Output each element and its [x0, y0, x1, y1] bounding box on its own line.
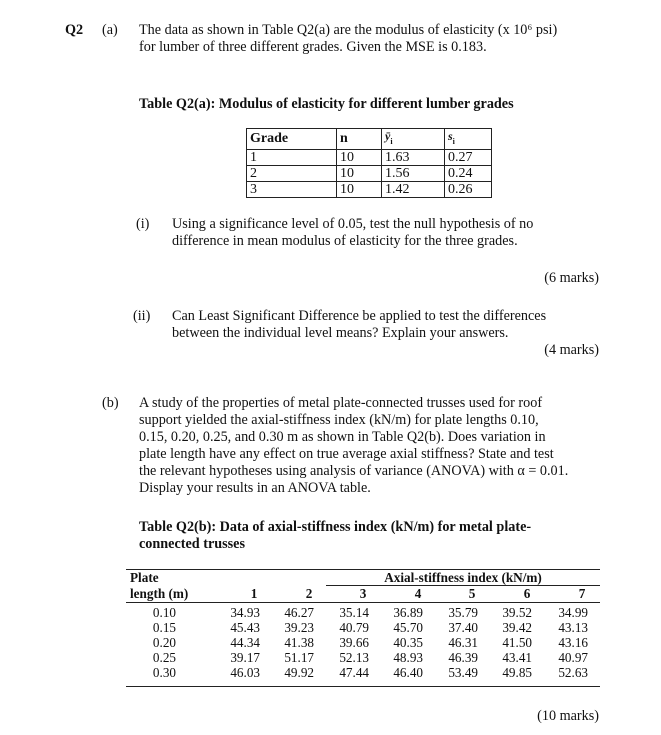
table-a-row — [247, 149, 492, 165]
table-b-value-cell: 47.44 — [339, 665, 369, 680]
table-b-value-cell: 49.92 — [284, 665, 314, 680]
table-b-value-cell: 43.13 — [558, 620, 588, 635]
table-a-cell: 1.63 — [382, 149, 445, 165]
table-b-row — [126, 635, 600, 650]
table-b-value-cell: 43.41 — [502, 650, 532, 665]
part-b-line5: the relevant hypotheses using analysis of variance (ANOVA) with α = 0.01. — [139, 463, 569, 479]
question-number: Q2 — [65, 22, 84, 38]
table-b-value-cell: 45.70 — [393, 620, 423, 635]
table-b-header-plate: Plate — [130, 570, 159, 585]
part-b-line6: Display your results in an ANOVA table. — [139, 480, 371, 496]
part-a-line1: The data as shown in Table Q2(a) are the modulus of elasticity (x 10⁶ psi) — [139, 22, 558, 38]
table-b-title-line2: connected trusses — [139, 536, 245, 552]
sub-ii-line1: Can Least Significant Difference be applied to test the differences — [172, 308, 547, 324]
table-b-row — [126, 665, 600, 680]
table-a-row — [247, 165, 492, 181]
table-b-length-cell: 0.30 — [152, 665, 176, 680]
table-b-header-group: Axial-stiffness index (kN/m) — [384, 570, 542, 585]
sub-i-label: (i) — [136, 216, 150, 232]
table-b-col-header: 1 — [250, 586, 258, 601]
table-a-header-sd-symbol: s — [448, 129, 453, 143]
table-b-value-cell: 39.66 — [339, 635, 369, 650]
table-a-header-mean — [382, 129, 445, 150]
table-b-header-rule — [126, 602, 600, 603]
table-b-value-cell: 46.03 — [230, 665, 260, 680]
part-b-line2: support yielded the axial-stiffness index (kN/m) for plate lengths 0.10, — [139, 412, 539, 428]
table-b-value-cell: 49.85 — [502, 665, 532, 680]
table-b-length-cell: 0.15 — [152, 620, 176, 635]
table-b-value-cell: 36.89 — [393, 605, 423, 620]
table-a-header-mean-sub: i — [390, 136, 393, 146]
table-b-value-cell: 40.97 — [558, 650, 588, 665]
table-b-value-cell: 52.13 — [339, 650, 369, 665]
table-a-header-n-text: n — [340, 131, 348, 147]
table-b-value-cell: 35.79 — [448, 605, 478, 620]
part-b-line3: 0.15, 0.20, 0.25, and 0.30 m as shown in Table Q2(b). Does variation in — [139, 429, 546, 445]
part-b-line1: A study of the properties of metal plate-connected trusses used for roof — [139, 395, 543, 411]
table-a-title: Table Q2(a): Modulus of elasticity for different lumber grades — [139, 96, 514, 112]
part-b-label: (b) — [102, 395, 119, 411]
table-b-title-line1: Table Q2(b): Data of axial-stiffness index (kN/m) for metal plate- — [139, 519, 532, 535]
sub-i-line1: Using a significance level of 0.05, test the null hypothesis of no — [172, 216, 534, 232]
part-a-label: (a) — [102, 22, 118, 38]
table-b-value-cell: 52.63 — [558, 665, 588, 680]
table-b-value-cell: 35.14 — [339, 605, 369, 620]
sub-i-line2: difference in mean modulus of elasticity for the three grades. — [172, 233, 518, 249]
table-b-value-cell: 40.79 — [339, 620, 369, 635]
table-a-cell: 0.27 — [445, 149, 492, 165]
part-b-marks: (10 marks) — [537, 708, 599, 724]
table-b-col-header: 3 — [359, 586, 367, 601]
table-a-cell: 10 — [337, 181, 382, 197]
table-a-cell: 2 — [247, 165, 337, 181]
table-a-cell: 10 — [337, 149, 382, 165]
table-b-value-cell: 41.50 — [502, 635, 532, 650]
table-b-bottom-rule — [126, 686, 600, 687]
table-b-header-length: length (m) — [130, 586, 189, 601]
table-a-header-grade: Grade — [247, 129, 337, 150]
table-b-value-cell: 39.42 — [502, 620, 532, 635]
part-b-line4: plate length have any effect on true average axial stiffness? State and test — [139, 446, 554, 462]
table-b-value-cell: 46.40 — [393, 665, 423, 680]
table-b-value-cell: 51.17 — [284, 650, 314, 665]
part-a-line2: for lumber of three different grades. Given the MSE is 0.183. — [139, 39, 487, 55]
table-b-header-row-2 — [126, 586, 600, 601]
table-b-col-header: 7 — [578, 586, 586, 601]
table-b-value-cell: 46.31 — [448, 635, 478, 650]
table-a-header-sd — [445, 129, 492, 150]
table-a-cell: 1.56 — [382, 165, 445, 181]
table-b-length-cell: 0.10 — [152, 605, 176, 620]
table-b-value-cell: 37.40 — [448, 620, 478, 635]
table-a-header-n — [337, 129, 382, 150]
table-b-value-cell: 45.43 — [230, 620, 260, 635]
sub-ii-marks: (4 marks) — [544, 342, 599, 358]
table-b-value-cell: 46.27 — [284, 605, 314, 620]
sub-i-marks: (6 marks) — [544, 270, 599, 286]
table-b-body — [126, 605, 600, 680]
table-b-col-header: 4 — [414, 586, 422, 601]
table-a-cell: 10 — [337, 165, 382, 181]
table-b-value-cell: 39.17 — [230, 650, 260, 665]
table-a — [246, 128, 492, 198]
table-a-header-row — [247, 129, 492, 150]
table-b-row — [126, 650, 600, 665]
table-a-cell: 3 — [247, 181, 337, 197]
table-b-value-cell: 43.16 — [558, 635, 588, 650]
table-a-row — [247, 181, 492, 197]
table-a-cell: 0.24 — [445, 165, 492, 181]
table-b-value-cell: 48.93 — [393, 650, 423, 665]
table-b-length-cell: 0.25 — [152, 650, 176, 665]
table-b-length-cell: 0.20 — [152, 635, 176, 650]
table-b-col-header: 2 — [305, 586, 313, 601]
table-b-col-header: 6 — [523, 586, 531, 601]
table-a-header-sd-sub: i — [452, 136, 455, 146]
table-b-value-cell: 53.49 — [448, 665, 478, 680]
table-b-value-cell: 34.99 — [558, 605, 588, 620]
table-b-value-cell: 40.35 — [393, 635, 423, 650]
sub-ii-label: (ii) — [133, 308, 151, 324]
table-a-cell: 0.26 — [445, 181, 492, 197]
table-b-value-cell: 39.52 — [502, 605, 532, 620]
table-a-header-mean-symbol: ȳ — [385, 129, 391, 143]
table-b-header-row-1 — [126, 570, 600, 585]
table-b-row — [126, 620, 600, 635]
table-b-value-cell: 39.23 — [284, 620, 314, 635]
table-b-value-cell: 34.93 — [230, 605, 260, 620]
table-a-cell: 1.42 — [382, 181, 445, 197]
table-b-value-cell: 44.34 — [230, 635, 260, 650]
table-b-value-cell: 41.38 — [284, 635, 314, 650]
table-b-row — [126, 605, 600, 620]
table-a-cell: 1 — [247, 149, 337, 165]
table-b-col-header: 5 — [468, 586, 476, 601]
sub-ii-line2: between the individual level means? Explain your answers. — [172, 325, 509, 341]
table-b-value-cell: 46.39 — [448, 650, 478, 665]
